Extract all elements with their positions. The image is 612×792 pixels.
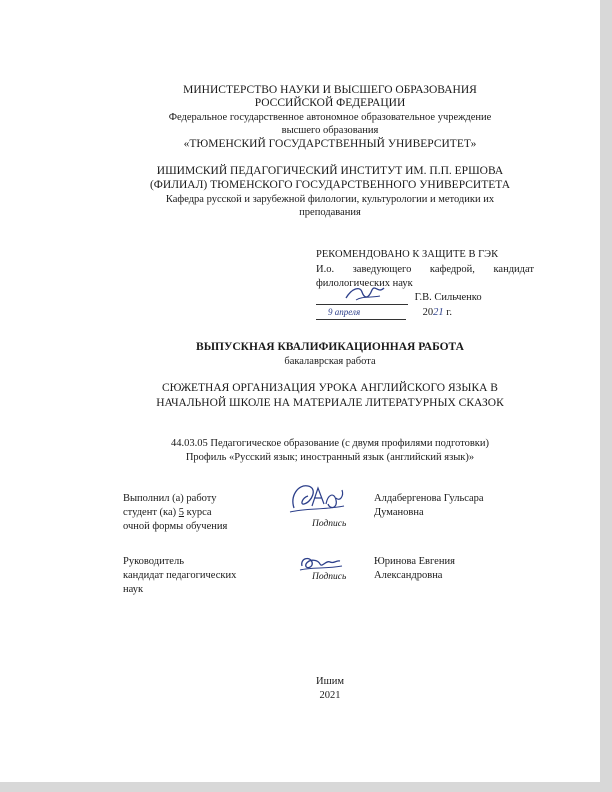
institution-line-2: высшего образования: [281, 125, 379, 136]
work-title-line-1: СЮЖЕТНАЯ ОРГАНИЗАЦИЯ УРОКА АНГЛИЙСКОГО ЯЗЫКА В: [162, 382, 498, 394]
student-label-line-1: Выполнил (а) работу: [123, 493, 217, 504]
work-profile: Профиль «Русский язык; иностранный язык (английский язык)»: [185, 452, 475, 463]
university-name: «ТЮМЕНСКИЙ ГОСУДАРСТВЕННЫЙ УНИВЕРСИТЕТ»: [183, 138, 477, 150]
student-name-line-1: Алдабергенова Гульсара: [374, 493, 484, 504]
approval-year-suffix: 21: [433, 307, 444, 318]
supervisor-name-line-2: Александровна: [374, 570, 443, 581]
student-signature-caption: Подпись: [312, 519, 347, 529]
page-edge-bottom: [0, 782, 612, 792]
work-degree: бакалаврская работа: [284, 356, 376, 367]
footer-year: 2021: [319, 690, 341, 701]
work-specialty: 44.03.05 Педагогическое образование (с двумя профилями подготовки): [170, 438, 489, 449]
work-type: ВЫПУСКНАЯ КВАЛИФИКАЦИОННАЯ РАБОТА: [196, 341, 464, 353]
student-label-prefix: студент (ка): [123, 507, 177, 518]
footer-city: Ишим: [316, 676, 344, 687]
supervisor-signature-caption: Подпись: [312, 572, 347, 582]
student-name-line-2: Думановна: [374, 507, 424, 518]
ministry-line-2: РОССИЙСКОЙ ФЕДЕРАЦИИ: [254, 97, 406, 109]
approval-signer-name: Г.В. Сильченко: [414, 292, 482, 303]
supervisor-label-line-1: Руководитель: [123, 556, 184, 567]
student-label-line-3: очной формы обучения: [123, 521, 228, 532]
work-title-line-2: НАЧАЛЬНОЙ ШКОЛЕ НА МАТЕРИАЛЕ ЛИТЕРАТУРНЫХ СКАЗОК: [156, 397, 504, 409]
student-label-line-2: [123, 506, 212, 519]
approval-position-line-1: И.о. заведующего кафедрой, кандидат: [316, 264, 534, 275]
approval-position-line-2: филологических наук: [316, 278, 413, 289]
approval-date-line: [316, 306, 406, 320]
student-course-number: 5: [178, 507, 185, 518]
approval-signature-icon: [342, 282, 388, 304]
approval-heading: РЕКОМЕНДОВАНО К ЗАЩИТЕ В ГЭК: [316, 249, 499, 260]
approval-year-prefix: 20: [422, 307, 434, 318]
approval-date-handwritten: 9 апреля: [328, 307, 361, 317]
supervisor-label-line-3: наук: [123, 584, 144, 595]
department-line-1: Кафедра русской и зарубежной филологии, культурологии и методики их: [165, 194, 495, 205]
page-edge-right: [600, 0, 612, 792]
student-signature-icon: [284, 478, 348, 520]
institute-line-2: (ФИЛИАЛ) ТЮМЕНСКОГО ГОСУДАРСТВЕННОГО УНИВЕРСИТЕТА: [149, 179, 511, 191]
supervisor-name-line-1: Юринова Евгения: [374, 556, 455, 567]
department-line-2: преподавания: [299, 207, 361, 218]
student-label-suffix: курса: [186, 507, 212, 518]
institute-line-1: ИШИМСКИЙ ПЕДАГОГИЧЕСКИЙ ИНСТИТУТ ИМ. П.П. ЕРШОВА: [156, 165, 504, 177]
approval-date-row: [316, 306, 536, 320]
approval-year-tail: г.: [446, 307, 452, 318]
supervisor-label-line-2: кандидат педагогических: [123, 570, 237, 581]
institution-line-1: Федеральное государственное автономное образовательное учреждение: [168, 112, 492, 123]
ministry-line-1: МИНИСТЕРСТВО НАУКИ И ВЫСШЕГО ОБРАЗОВАНИЯ: [183, 84, 477, 96]
supervisor-signature-icon: [296, 552, 346, 574]
